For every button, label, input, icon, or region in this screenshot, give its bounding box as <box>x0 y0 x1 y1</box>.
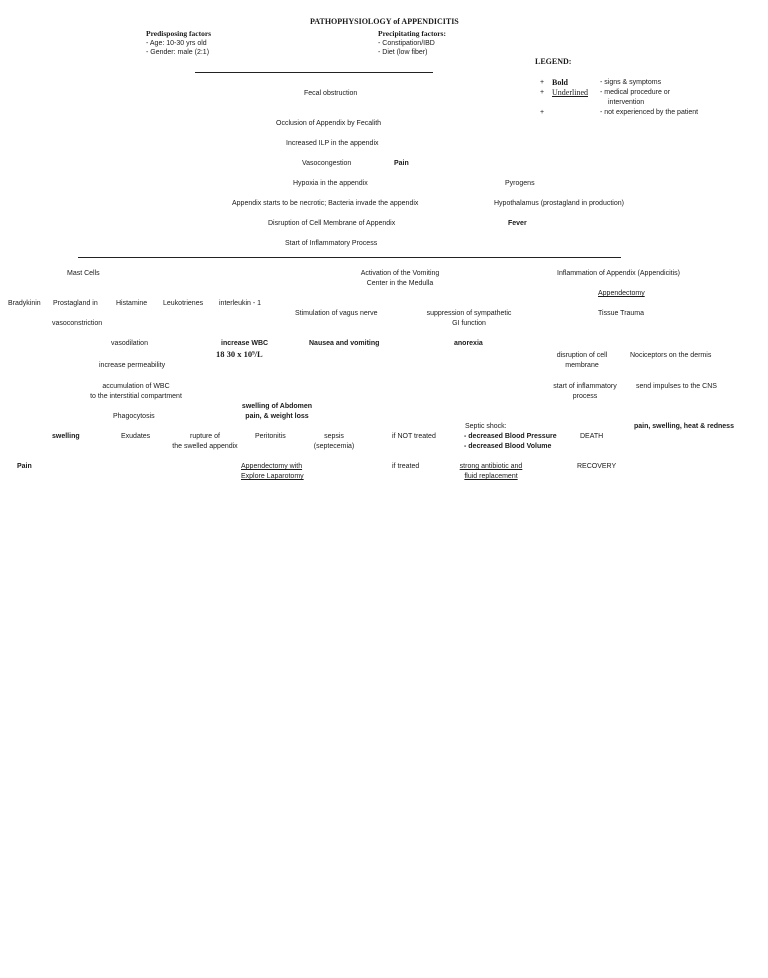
node-vasodilation: vasodilation <box>111 340 148 347</box>
node-anorexia: anorexia <box>454 340 483 347</box>
node-suppression-line2: GI function <box>452 320 486 327</box>
node-vomiting-center <box>350 269 450 289</box>
node-appendectomy-explore-line1: Appendectomy with <box>241 463 303 470</box>
page-title: PATHOPHYSIOLOGY of APPENDICITIS <box>310 17 459 26</box>
node-appendectomy: Appendectomy <box>598 290 645 297</box>
node-mast-cells: Mast Cells <box>67 270 100 277</box>
node-start-inflam-line1: start of inflammatory <box>553 383 617 390</box>
legend-marker: + <box>540 109 545 116</box>
node-antibiotic <box>452 462 530 482</box>
node-antibiotic-line1: strong antibiotic and <box>459 463 523 470</box>
node-swelling: swelling <box>52 433 80 440</box>
node-vomiting-center-line1: Activation of the Vomiting <box>360 270 440 277</box>
node-histamine: Histamine <box>116 300 148 307</box>
node-tissue-trauma: Tissue Trauma <box>598 310 645 317</box>
legend-marker: + <box>540 89 545 96</box>
legend-marker: + <box>540 79 545 86</box>
node-suppression-line1: suppression of sympathetic <box>426 310 512 317</box>
precipitating-item-diet: - Diet (low fiber) <box>378 49 428 56</box>
legend-style-bold: Bold <box>552 78 569 87</box>
node-disruption-cell <box>546 351 618 371</box>
node-decreased-bp: - decreased Blood Pressure <box>464 433 557 440</box>
node-appendectomy-explore-line2: Explore Laparotomy <box>241 473 304 480</box>
node-leukotrienes: Leukotrienes <box>163 300 204 307</box>
node-phagocytosis: Phagocytosis <box>113 413 155 420</box>
node-peritonitis: Peritonitis <box>255 433 286 440</box>
node-hypoxia: Hypoxia in the appendix <box>293 180 368 187</box>
node-inflammation-appendix: Inflammation of Appendix (Appendicitis) <box>557 270 680 277</box>
node-fecal-obstruction: Fecal obstruction <box>304 90 358 97</box>
node-pain-final: Pain <box>17 463 32 470</box>
node-necrotic: Appendix starts to be necrotic; Bacteria invade the appendix <box>232 200 419 207</box>
node-swelling-abdomen-line2: pain, & weight loss <box>245 413 309 420</box>
predisposing-item-gender: - Gender: male (2:1) <box>146 49 210 56</box>
node-if-not-treated: if NOT treated <box>392 433 436 440</box>
node-if-treated: if treated <box>392 463 420 470</box>
node-accumulation-line2: to the interstitial compartment <box>90 393 182 400</box>
node-pain-swelling-heat: pain, swelling, heat & redness <box>634 423 734 430</box>
node-accumulation-line1: accumulation of WBC <box>102 383 170 390</box>
precipitating-item-constipation: - Constipation/IBD <box>378 40 435 47</box>
legend-desc: - medical procedure or <box>600 89 671 96</box>
node-disruption-cell-line1: disruption of cell <box>556 352 608 359</box>
node-recovery: RECOVERY <box>577 463 617 470</box>
legend-desc: - not experienced by the patient <box>600 109 699 116</box>
node-bradykinin: Bradykinin <box>8 300 41 307</box>
node-disruption-membrane: Disruption of Cell Membrane of Appendix <box>268 220 396 227</box>
node-prostaglandin: Prostagland in <box>53 300 98 307</box>
node-accumulation <box>80 382 192 402</box>
node-swelling-abdomen <box>232 402 322 422</box>
node-nociceptors: Nociceptors on the dermis <box>630 352 712 359</box>
legend-heading: LEGEND: <box>535 57 572 66</box>
node-rupture <box>160 432 250 452</box>
node-nausea: Nausea and vomiting <box>309 340 380 347</box>
node-decreased-bv: - decreased Blood Volume <box>464 443 552 450</box>
legend-desc: - signs & symptoms <box>600 79 662 86</box>
node-interleukin: interleukin - 1 <box>219 300 262 307</box>
node-sepsis-line1: sepsis <box>324 433 344 440</box>
node-antibiotic-line2: fluid replacement <box>464 473 518 480</box>
node-disruption-cell-line2: membrane <box>565 362 599 369</box>
node-septic-shock: Septic shock: <box>465 423 507 430</box>
node-sepsis-line2: (septecemia) <box>313 443 355 450</box>
node-start-inflam-line2: process <box>572 393 598 400</box>
node-vasocongestion: Vasocongestion <box>302 160 352 167</box>
node-fever: Fever <box>508 220 527 227</box>
legend-desc-continued: intervention <box>608 99 645 106</box>
node-start-inflammatory: Start of Inflammatory Process <box>285 240 378 247</box>
node-exudates: Exudates <box>121 433 151 440</box>
node-appendectomy-explore <box>241 462 304 482</box>
node-increase-permeability: increase permeability <box>99 362 166 369</box>
node-sepsis <box>306 432 362 452</box>
node-swelling-abdomen-line1: swelling of Abdomen <box>241 403 313 410</box>
divider-top <box>195 72 433 73</box>
predisposing-heading: Predisposing factors <box>146 29 212 38</box>
node-wbc-value: 18 30 x 10⁹/L <box>216 349 263 359</box>
node-send-impulses: send impulses to the CNS <box>636 383 717 390</box>
node-rupture-line1: rupture of <box>190 433 220 440</box>
precipitating-heading: Precipitating factors: <box>378 29 446 38</box>
node-start-inflam <box>546 382 624 402</box>
legend-style-underlined: Underlined <box>552 88 588 97</box>
predisposing-item-age: - Age: 10-30 yrs old <box>146 40 207 47</box>
divider-middle <box>78 257 621 258</box>
node-increased-ilp: Increased ILP in the appendix <box>286 140 379 147</box>
node-vomiting-center-line2: Center in the Medulla <box>366 280 434 287</box>
node-rupture-line2: the swelled appendix <box>172 443 238 450</box>
node-suppression <box>415 309 523 329</box>
node-pain: Pain <box>394 160 409 167</box>
node-death: DEATH <box>580 433 604 440</box>
node-occlusion: Occlusion of Appendix by Fecalith <box>276 120 382 127</box>
node-increase-wbc: increase WBC <box>221 340 269 347</box>
node-vagus: Stimulation of vagus nerve <box>295 310 378 317</box>
node-pyrogens: Pyrogens <box>505 180 535 187</box>
node-vasoconstriction: vasoconstriction <box>52 320 103 327</box>
node-hypothalamus: Hypothalamus (prostagland in production) <box>494 200 624 207</box>
